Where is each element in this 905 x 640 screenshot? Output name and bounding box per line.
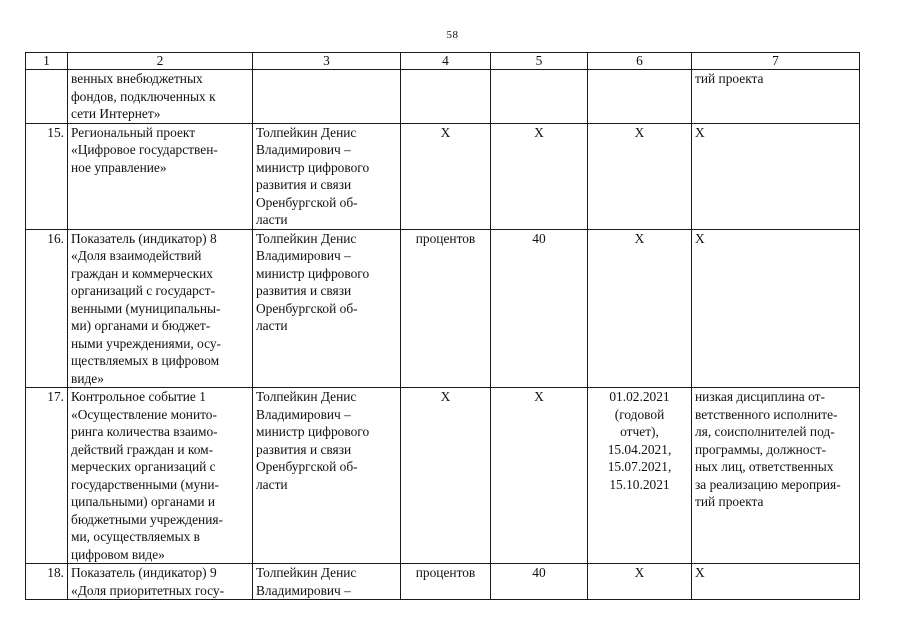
cell-text-line: цифровом виде» bbox=[71, 546, 165, 562]
item-name-cell bbox=[68, 123, 253, 229]
responsible-person-cell bbox=[253, 564, 401, 600]
risk-cell bbox=[692, 229, 860, 388]
cell-text-line: Владимирович – bbox=[256, 406, 351, 422]
responsible-person-cell bbox=[253, 388, 401, 564]
cell-text-line: министр цифрового bbox=[256, 424, 370, 439]
cell-text-line: бюджетными учреждения- bbox=[71, 511, 223, 527]
cell-text-line: Контрольное событие 1 bbox=[71, 389, 206, 404]
cell-text-line: ципальными) органами и bbox=[71, 494, 216, 509]
cell-text-line: ными учреждениями, осу- bbox=[71, 335, 222, 351]
cell-text-line: тий проекта bbox=[695, 71, 764, 86]
table-row bbox=[26, 564, 860, 600]
cell-text-line: Показатель (индикатор) 8 bbox=[71, 230, 217, 246]
cell-text-line: Толпейкин Денис bbox=[256, 124, 357, 140]
cell-text-line: государственными (муни- bbox=[71, 476, 219, 492]
cell-text-line: Оренбургской об- bbox=[256, 300, 358, 316]
cell-text-line: Х bbox=[695, 565, 705, 580]
report-table bbox=[25, 52, 860, 600]
cell-text-line: ласти bbox=[256, 318, 288, 333]
column-header: 6 bbox=[588, 53, 692, 70]
item-name-cell bbox=[68, 229, 253, 388]
cell-text-line: ласти bbox=[256, 212, 288, 227]
risk-cell bbox=[692, 70, 860, 124]
row-number-cell: 15. bbox=[26, 123, 68, 229]
cell-text-line: министр цифрового bbox=[256, 265, 370, 281]
cell-text-line: развития и связи bbox=[256, 177, 352, 192]
cell-text-line: сети Интернет» bbox=[71, 106, 161, 121]
risk-cell bbox=[692, 564, 860, 600]
unit-cell: процентов bbox=[401, 564, 491, 600]
column-header: 4 bbox=[401, 53, 491, 70]
table-body bbox=[26, 70, 860, 600]
cell-text-line: низкая дисциплина от- bbox=[695, 389, 825, 404]
cell-text-line: виде» bbox=[71, 370, 104, 386]
risk-cell bbox=[692, 123, 860, 229]
cell-text-line: ми, осуществляемых в bbox=[71, 529, 200, 544]
cell-text-line: ное управление» bbox=[71, 159, 167, 175]
target-value-cell: 40 bbox=[491, 229, 588, 388]
cell-text-line: «Доля приоритетных госу- bbox=[71, 582, 225, 598]
table-row bbox=[26, 388, 860, 564]
unit-cell bbox=[401, 70, 491, 124]
cell-text-line: «Доля взаимодействий bbox=[71, 248, 202, 263]
item-name-cell bbox=[68, 70, 253, 124]
cell-text-line: Х bbox=[634, 565, 645, 580]
cell-text-line: «Цифровое государствен- bbox=[71, 142, 218, 157]
cell-text-line: отчет), bbox=[620, 424, 659, 439]
cell-text-line: Владимирович – bbox=[256, 582, 351, 598]
cell-text-line: Х bbox=[695, 124, 705, 140]
table-row bbox=[26, 70, 860, 124]
risk-cell bbox=[692, 388, 860, 564]
cell-text-line: Х bbox=[634, 230, 645, 246]
cell-text-line: действий граждан и ком- bbox=[71, 441, 214, 457]
cell-text-line: 15.07.2021, bbox=[607, 459, 672, 474]
cell-text-line: за реализацию мероприя- bbox=[695, 476, 841, 492]
cell-text-line: Оренбургской об- bbox=[256, 194, 358, 210]
deadline-cell bbox=[588, 70, 692, 124]
row-number-cell: 16. bbox=[26, 229, 68, 388]
cell-text-line: 15.04.2021, bbox=[607, 441, 672, 457]
deadline-cell bbox=[588, 564, 692, 600]
column-header: 7 bbox=[692, 53, 860, 70]
column-header: 1 bbox=[26, 53, 68, 70]
cell-text-line: Региональный проект bbox=[71, 124, 196, 140]
cell-text-line: Владимирович – bbox=[256, 142, 351, 157]
cell-text-line: Толпейкин Денис bbox=[256, 389, 357, 404]
responsible-person-cell bbox=[253, 123, 401, 229]
cell-text-line: мерческих организаций с bbox=[71, 459, 216, 474]
table-row bbox=[26, 123, 860, 229]
deadline-cell bbox=[588, 388, 692, 564]
cell-text-line: ля, соисполнителей под- bbox=[695, 424, 835, 439]
target-value-cell bbox=[491, 70, 588, 124]
column-header: 3 bbox=[253, 53, 401, 70]
row-number-cell: 18. bbox=[26, 564, 68, 600]
cell-text-line: 01.02.2021 bbox=[609, 389, 670, 404]
cell-text-line: организаций с государст- bbox=[71, 283, 216, 298]
column-header: 5 bbox=[491, 53, 588, 70]
unit-cell: процентов bbox=[401, 229, 491, 388]
row-number-cell: 17. bbox=[26, 388, 68, 564]
unit-cell: Х bbox=[401, 388, 491, 564]
cell-text-line: развития и связи bbox=[256, 441, 352, 457]
cell-text-line: тий проекта bbox=[695, 494, 764, 509]
table-row bbox=[26, 229, 860, 388]
column-number-row bbox=[26, 53, 860, 70]
cell-text-line: Владимирович – bbox=[256, 248, 351, 263]
target-value-cell: Х bbox=[491, 123, 588, 229]
unit-cell: Х bbox=[401, 123, 491, 229]
cell-text-line: ринга количества взаимо- bbox=[71, 424, 218, 439]
cell-text-line: граждан и коммерческих bbox=[71, 265, 214, 281]
cell-text-line: министр цифрового bbox=[256, 159, 370, 175]
cell-text-line: 15.10.2021 bbox=[609, 476, 670, 492]
cell-text-line: Оренбургской об- bbox=[256, 459, 358, 474]
cell-text-line: ных лиц, ответственных bbox=[695, 459, 834, 474]
column-header: 2 bbox=[68, 53, 253, 70]
target-value-cell: Х bbox=[491, 388, 588, 564]
cell-text-line: венных внебюджетных bbox=[71, 71, 203, 86]
cell-text-line: Толпейкин Денис bbox=[256, 230, 357, 246]
cell-text-line: программы, должност- bbox=[695, 441, 827, 457]
page-number: 58 bbox=[446, 29, 459, 41]
cell-text-line: ществляемых в цифровом bbox=[71, 353, 220, 368]
cell-text-line: «Осуществление монито- bbox=[71, 406, 217, 422]
item-name-cell bbox=[68, 564, 253, 600]
cell-text-line: венными (муниципальны- bbox=[71, 300, 221, 316]
cell-text-line: ветственного исполните- bbox=[695, 406, 838, 422]
cell-text-line: Х bbox=[695, 230, 705, 246]
deadline-cell bbox=[588, 229, 692, 388]
cell-text-line: Толпейкин Денис bbox=[256, 565, 357, 580]
cell-text-line: Х bbox=[634, 124, 645, 140]
cell-text-line: развития и связи bbox=[256, 283, 352, 298]
cell-text-line: ласти bbox=[256, 476, 288, 492]
cell-text-line: Показатель (индикатор) 9 bbox=[71, 565, 217, 580]
cell-text-line: (годовой bbox=[614, 406, 665, 422]
item-name-cell bbox=[68, 388, 253, 564]
target-value-cell: 40 bbox=[491, 564, 588, 600]
deadline-cell bbox=[588, 123, 692, 229]
cell-text-line: ми) органами и бюджет- bbox=[71, 318, 211, 333]
responsible-person-cell bbox=[253, 229, 401, 388]
row-number-cell bbox=[26, 70, 68, 124]
cell-text-line: фондов, подключенных к bbox=[71, 88, 216, 104]
responsible-person-cell bbox=[253, 70, 401, 124]
